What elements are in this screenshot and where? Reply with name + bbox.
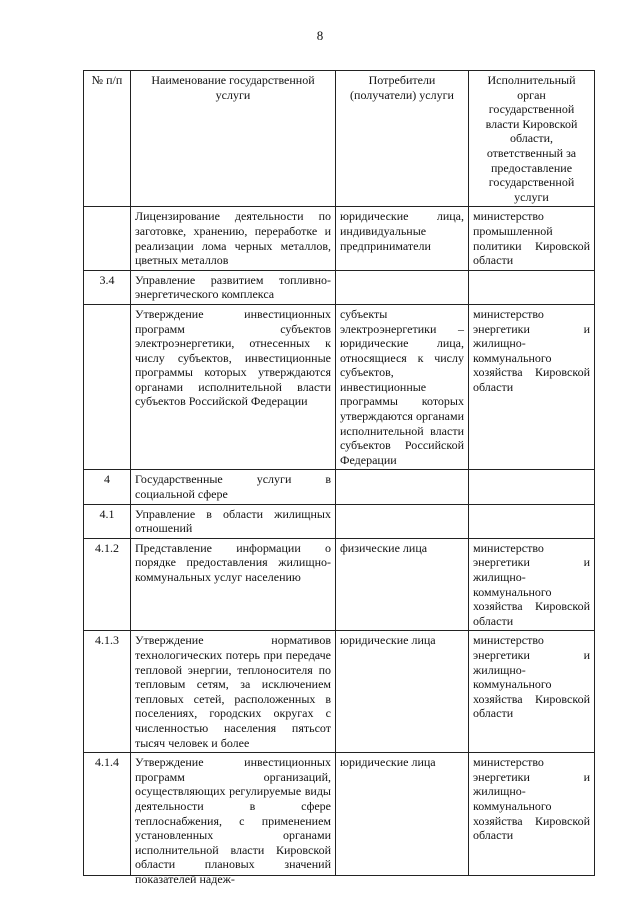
table-header-row <box>84 71 595 207</box>
row-authority <box>469 470 595 504</box>
row-authority: министерство энергетики и жилищно-коммунального хозяйства Кировской области <box>469 631 595 753</box>
table-row <box>84 304 595 470</box>
table-row <box>84 207 595 270</box>
row-num: 3.4 <box>84 270 131 304</box>
row-num: 4.1 <box>84 504 131 538</box>
row-service-name: Представление информации о порядке предоставления жилищно-коммунальных услуг населению <box>131 538 336 631</box>
row-num: 4 <box>84 470 131 504</box>
table-row <box>84 504 595 538</box>
services-table <box>83 70 595 886</box>
row-authority: министерство промышленной политики Кировской области <box>469 207 595 270</box>
row-consumers: юридические лица <box>336 753 469 876</box>
row-consumers: юридические лица, индивидуальные предприниматели <box>336 207 469 270</box>
table-row <box>84 270 595 304</box>
row-service-name: Лицензирование деятельности по заготовке, хранению, переработке и реализации лома черных металлов, цветных металлов <box>131 207 336 270</box>
header-consumers: Потребители (получатели) услуги <box>336 71 469 207</box>
row-num <box>84 207 131 270</box>
row-service-name <box>131 753 336 886</box>
header-service-name: Наименование государственной услуги <box>131 71 336 207</box>
row-num: 4.1.3 <box>84 631 131 753</box>
row-authority <box>469 504 595 538</box>
row-consumers: субъекты электроэнергетики – юридические лица, относящиеся к числу субъектов, инвестиционные программы которых утверждаются органами исполнительной власти субъектов Российской Федерации <box>336 304 469 470</box>
row-service-name: Утверждение нормативов технологических потерь при передаче тепловой энергии, теплоносителя по тепловым сетям, за исключением тепловых сетей, расположенных в поселениях, городских округах с численностью населения пятьсот тысяч человек и более <box>131 631 336 753</box>
row-num: 4.1.4 <box>84 753 131 876</box>
row-consumers: юридические лица <box>336 631 469 753</box>
row-service-name-text: Утверждение инвестиционных программ организаций, осуществляющих регулируемые виды деятельности в сфере теплоснабжения, с применением установленных органами исполнительной власти Кировской области плановых значений показателей надеж- <box>135 755 331 886</box>
table-row <box>84 631 595 753</box>
row-authority: министерство энергетики и жилищно-коммунального хозяйства Кировской области <box>469 753 595 876</box>
row-consumers: физические лица <box>336 538 469 631</box>
table-row <box>84 538 595 631</box>
table-row <box>84 753 595 876</box>
row-consumers <box>336 504 469 538</box>
row-consumers <box>336 270 469 304</box>
table-row <box>84 470 595 504</box>
row-service-name: Управление развитием топливно-энергетического комплекса <box>131 270 336 304</box>
row-consumers <box>336 470 469 504</box>
row-service-name: Государственные услуги в социальной сфере <box>131 470 336 504</box>
row-service-name: Утверждение инвестиционных программ субъектов электроэнергетики, отнесенных к числу субъектов, инвестиционные программы которых утверждаются органами исполнительной власти субъектов Российской Федерации <box>131 304 336 470</box>
row-authority: министерство энергетики и жилищно-коммунального хозяйства Кировской области <box>469 538 595 631</box>
header-num: № п/п <box>84 71 131 207</box>
row-service-name: Управление в области жилищных отношений <box>131 504 336 538</box>
row-num: 4.1.2 <box>84 538 131 631</box>
row-authority: министерство энергетики и жилищно-коммунального хозяйства Кировской области <box>469 304 595 470</box>
row-num <box>84 304 131 470</box>
row-authority <box>469 270 595 304</box>
page-number: 8 <box>316 28 324 43</box>
header-authority: Исполнительный орган государственной власти Кировской области, ответственный за предоставление государственной услуги <box>469 71 595 207</box>
